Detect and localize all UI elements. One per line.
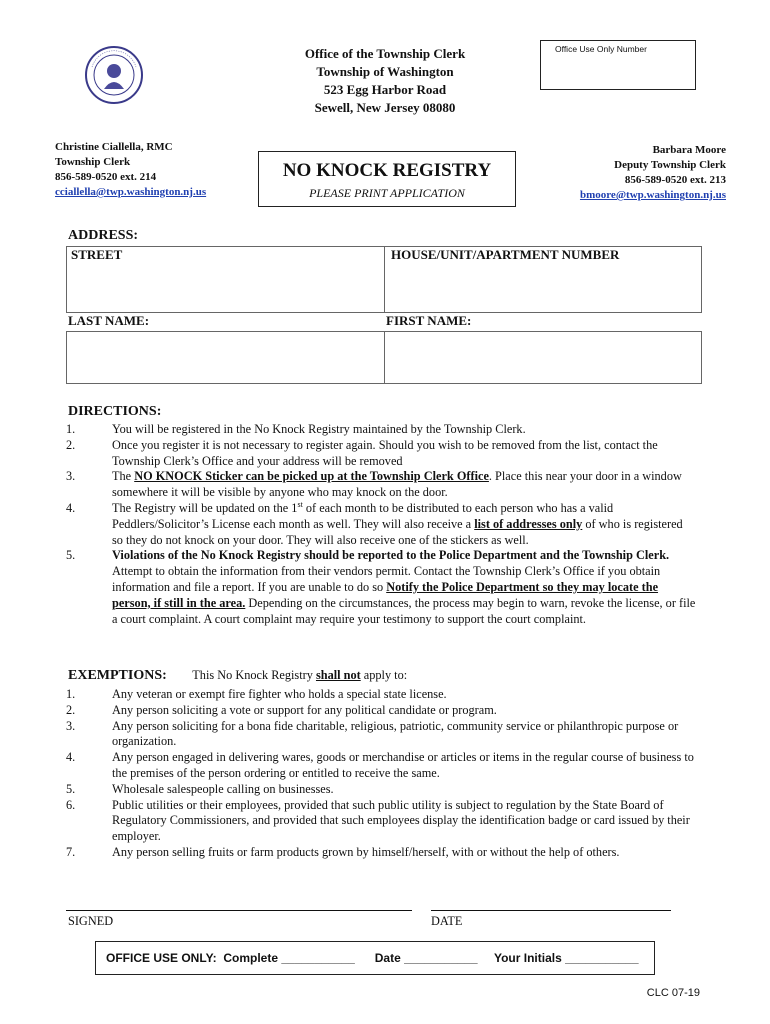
exemptions-list <box>66 687 696 861</box>
registry-subtitle: PLEASE PRINT APPLICATION <box>309 186 465 200</box>
direction-text-part: The Registry will be updated on the 1 <box>112 500 298 515</box>
unit-label: HOUSE/UNIT/APARTMENT NUMBER <box>391 247 620 262</box>
direction-number: 1. <box>66 422 76 436</box>
signed-label: SIGNED <box>68 914 114 928</box>
exemptions-intro <box>192 668 407 682</box>
exemptions-intro-text: This No Knock Registry <box>192 668 316 682</box>
last-name-field[interactable] <box>67 332 385 384</box>
exemption-number: 7. <box>66 844 76 859</box>
unit-field[interactable] <box>385 247 702 313</box>
exemptions-header <box>68 668 407 684</box>
township-seal-logo <box>84 45 144 105</box>
direction-text-part: of who is registered so they do not knock on your door. They will also receive one of the stickers as well. <box>112 516 683 547</box>
date-line[interactable] <box>431 910 671 911</box>
exemption-item <box>66 782 696 798</box>
direction-text-part: of each month to be distributed to each person who has a valid Peddlers/Solicitor’s License each month as well. They will also receive a <box>112 500 614 531</box>
direction-text <box>112 501 696 548</box>
registry-title: NO KNOCK REGISTRY <box>282 160 492 181</box>
exemption-item <box>66 750 696 782</box>
header-line-2: Township of Washington <box>316 64 454 79</box>
office-use-number-box[interactable] <box>540 40 696 90</box>
direction-number: 3. <box>66 469 76 484</box>
last-name-label: LAST NAME: <box>68 313 150 328</box>
header-line-1: Office of the Township Clerk <box>304 46 466 61</box>
address-table <box>66 246 702 313</box>
exemption-item <box>66 798 696 845</box>
direction-text-part: The <box>112 469 135 484</box>
exemption-number: 2. <box>66 702 76 717</box>
shall-not-emphasis: shall not <box>315 668 361 682</box>
form-code: CLC 07-19 <box>646 987 700 999</box>
direction-text-part: Depending on the circumstances, the process may begin to warn, revoke the license, or file a court complaint. A court complaint may require your testimony to support the court complaint. <box>112 595 696 626</box>
exemption-text: Any veteran or exempt fire fighter who holds a special state license. <box>112 687 447 701</box>
directions-list <box>66 422 696 627</box>
deputy-clerk-contact <box>580 143 726 203</box>
exemption-text: Any person selling fruits or farm products grown by himself/herself, with or without the help of others. <box>112 844 620 859</box>
exemption-number: 1. <box>66 687 76 701</box>
exemption-item <box>66 703 696 719</box>
directions-heading: DIRECTIONS: <box>68 404 162 419</box>
exemption-text: Any person soliciting a vote or support for any political candidate or program. <box>112 702 497 717</box>
direction-item <box>66 469 696 501</box>
exemption-item <box>66 719 696 751</box>
exemptions-heading: EXEMPTIONS: <box>68 668 167 683</box>
date-label: DATE <box>431 914 463 928</box>
direction-number: 4. <box>66 500 76 515</box>
direction-text: Once you register it is not necessary to register again. Should you wish to be removed from the list, contact the Township Clerk’s Office and your address will be removed <box>112 437 658 468</box>
name-table <box>66 331 702 384</box>
office-use-only-box <box>95 941 655 975</box>
office-use-number-label: Office Use Only Number <box>555 44 647 54</box>
deputy-name: Barbara Moore <box>652 144 726 156</box>
clerk-title: Township Clerk <box>55 156 131 168</box>
header-line-3: 523 Egg Harbor Road <box>323 82 447 97</box>
exemption-number: 5. <box>66 781 76 796</box>
exemptions-intro-text: apply to: <box>360 668 408 682</box>
address-list-note: list of addresses only <box>474 516 583 531</box>
header-line-4: Sewell, New Jersey 08080 <box>314 100 456 115</box>
direction-number: 5. <box>66 548 76 563</box>
clerk-phone: 856-589-0520 ext. 214 <box>55 171 157 183</box>
street-label: STREET <box>71 247 123 262</box>
direction-text-part: Attempt to obtain the information from their vendors permit. Contact the Township Clerk’s Office if you obtain information and file a report. If you are unable to do so <box>112 564 661 594</box>
direction-number: 2. <box>66 437 76 452</box>
sticker-pickup-note: NO KNOCK Sticker can be picked up at the Township Clerk Office <box>134 469 489 484</box>
direction-text-part: . Place this near your door in a window somewhere it will be visible by anyone who may knock on the door. <box>112 469 682 500</box>
clerk-contact <box>55 140 206 200</box>
direction-item <box>66 438 696 470</box>
clerk-email-link[interactable]: cciallella@twp.washington.nj.us <box>55 186 207 198</box>
exemption-number: 3. <box>66 718 76 733</box>
exemption-text: Any person soliciting for a bona fide charitable, religious, patriotic, community service or philanthropic purpose or organization. <box>112 718 679 749</box>
first-name-label: FIRST NAME: <box>386 313 472 328</box>
office-use-only-text: OFFICE USE ONLY: Complete ___________ Date ___________ Your Initials ___________ <box>106 951 639 965</box>
notify-police-note: Notify the Police Department so they may locate the person, if still in the area. <box>112 579 659 610</box>
registry-title-box <box>258 151 516 207</box>
exemption-item <box>66 845 696 861</box>
violation-note: Violations of the No Knock Registry should be reported to the Police Department and the Township Clerk. <box>112 548 670 563</box>
clerk-name: Christine Ciallella, RMC <box>55 141 173 153</box>
street-field[interactable] <box>67 247 385 313</box>
direction-item <box>66 548 696 627</box>
direction-text <box>112 469 696 501</box>
deputy-email-link[interactable]: bmoore@twp.washington.nj.us <box>579 189 726 201</box>
exemption-text: Any person engaged in delivering wares, goods or merchandise or articles or items in the regular course of business to the premises of the person ordering or entitled to receive the same. <box>112 750 694 780</box>
address-heading: ADDRESS: <box>68 228 139 243</box>
direction-item <box>66 501 696 548</box>
signature-line[interactable] <box>66 910 412 911</box>
direction-text <box>112 548 696 627</box>
exemption-text: Public utilities or their employees, provided that such public utility is subject to regulation by the State Board of Regulatory Commissioners, and provided that such employees display the identification badge or card issued by their employer. <box>112 797 690 844</box>
deputy-phone: 856-589-0520 ext. 213 <box>624 174 726 186</box>
ordinal-suffix: st <box>297 499 303 509</box>
exemption-text: Wholesale salespeople calling on businesses. <box>112 781 334 796</box>
direction-text: You will be registered in the No Knock Registry maintained by the Township Clerk. <box>112 422 526 436</box>
direction-item <box>66 422 696 438</box>
first-name-field[interactable] <box>385 332 702 384</box>
exemption-item <box>66 687 696 703</box>
exemption-number: 4. <box>66 750 76 765</box>
exemption-number: 6. <box>66 797 76 812</box>
deputy-title: Deputy Township Clerk <box>614 159 726 171</box>
office-header <box>250 45 520 117</box>
